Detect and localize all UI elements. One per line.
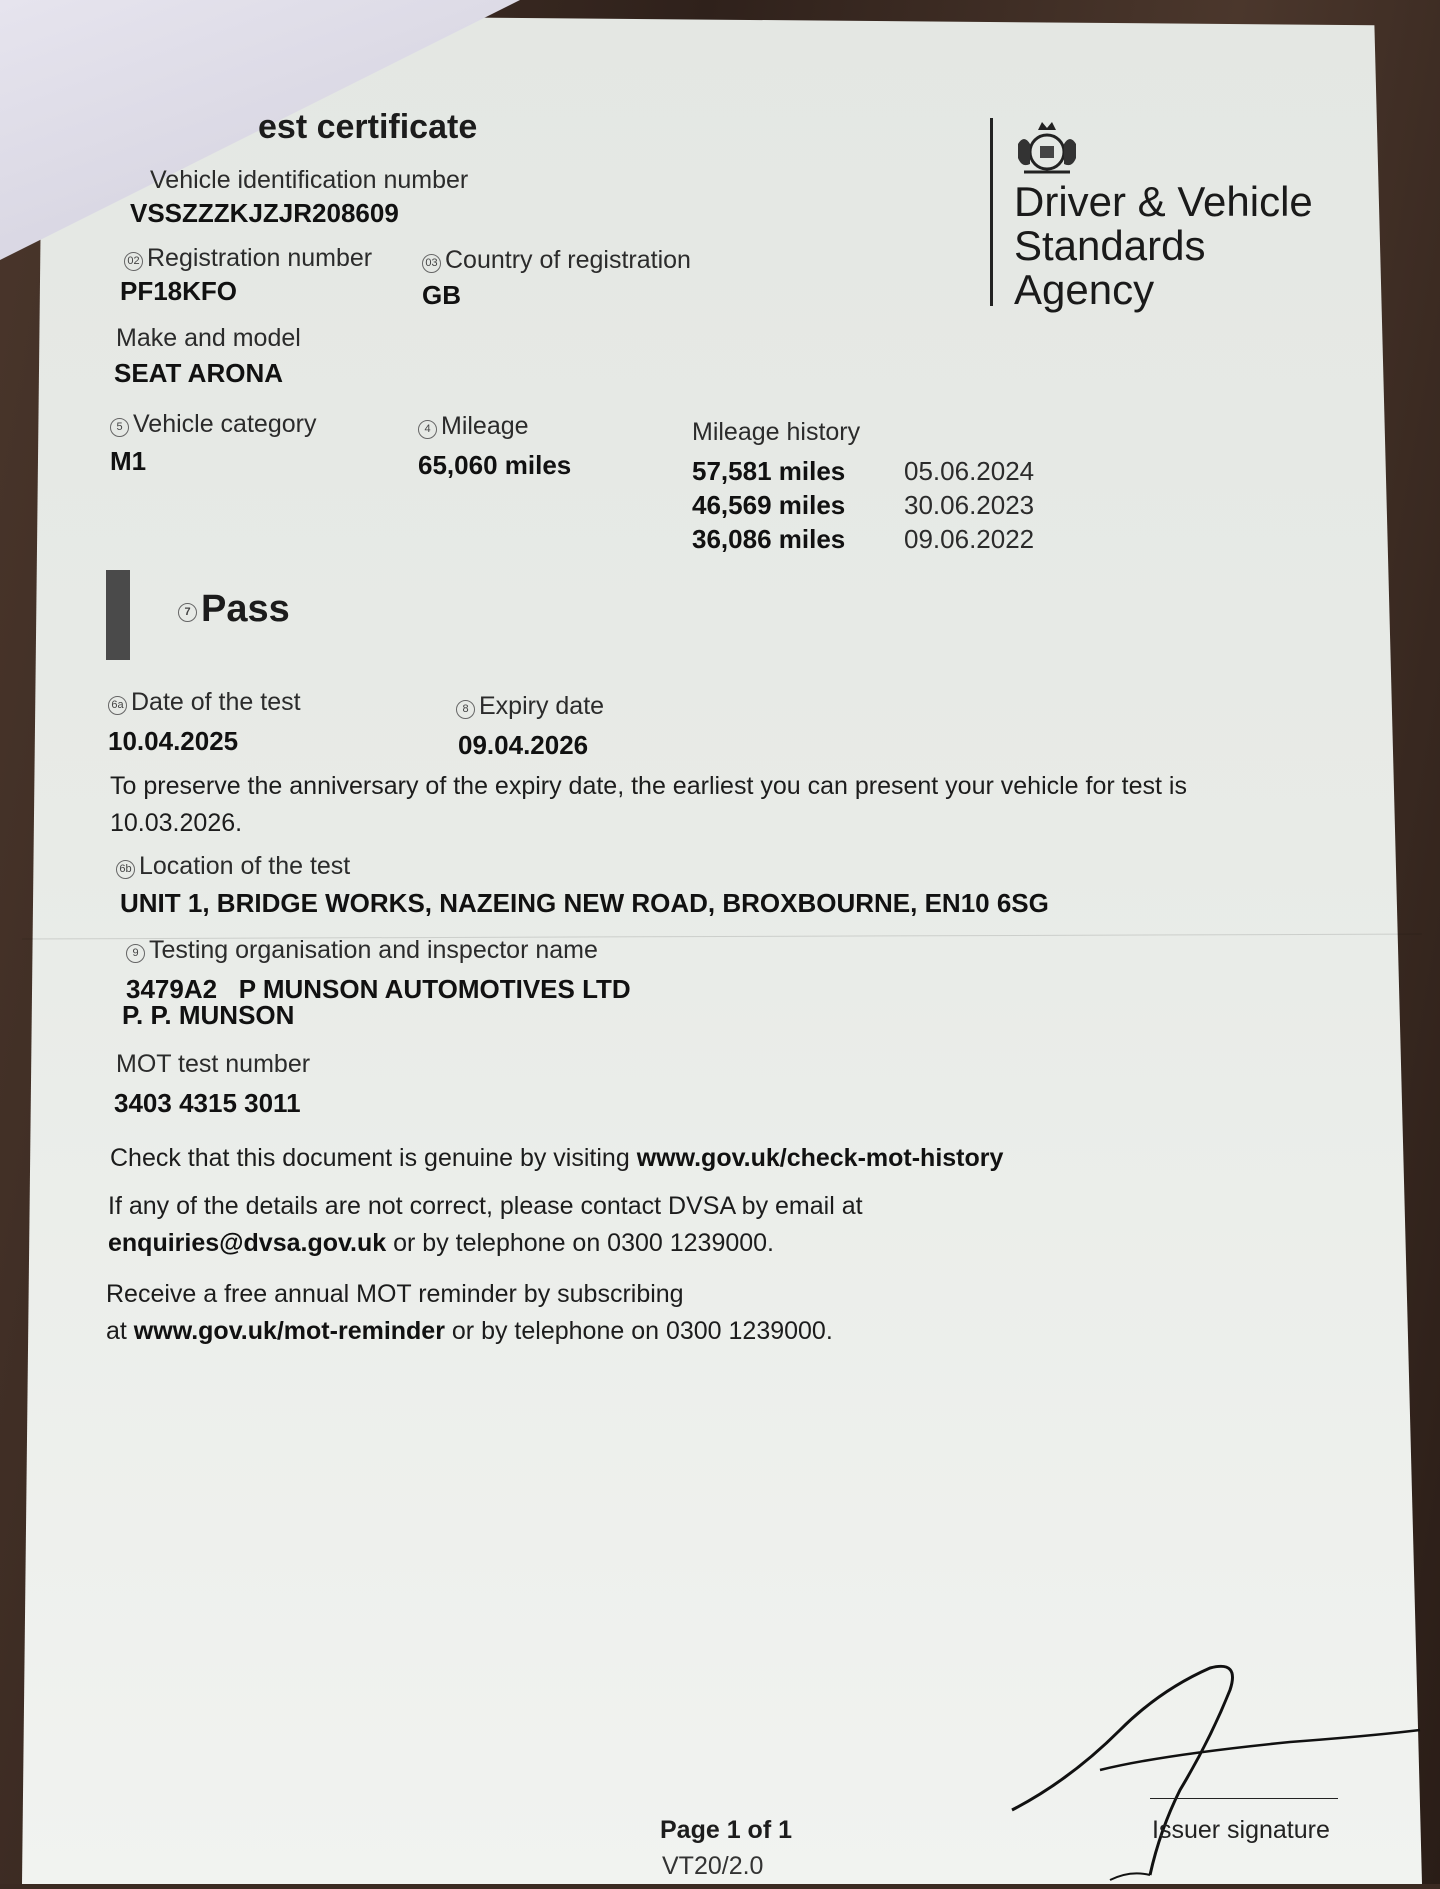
field-number: 6a (108, 696, 127, 715)
mileage-value: 65,060 miles (418, 450, 572, 480)
agency-name: Driver & Vehicle Standards Agency (1014, 178, 1313, 313)
country-value: GB (422, 280, 461, 310)
reg-value: PF18KFO (120, 276, 238, 306)
signature-line (1150, 1798, 1338, 1799)
category-value: M1 (110, 446, 147, 476)
field-number: 9 (126, 944, 145, 963)
mot-number-value: 3403 4315 3011 (114, 1088, 301, 1118)
vin-label: Vehicle identification number (150, 166, 469, 194)
history-miles-2: 46,569 miles (692, 490, 846, 520)
check-genuine-text: Check that this document is genuine by visiting www.gov.uk/check-mot-history (110, 1144, 1004, 1172)
contact-email-link[interactable]: enquiries@dvsa.gov.uk (108, 1229, 387, 1257)
contact-text: If any of the details are not correct, please contact DVSA by email at enquiries@dvsa.gov.uk or by telephone on 0300 1239000. (108, 1192, 863, 1257)
certificate-title: est certificate (258, 108, 478, 146)
field-number: 4 (418, 420, 437, 439)
expiry-value: 09.04.2026 (458, 730, 589, 760)
history-miles-1: 57,581 miles (692, 456, 846, 486)
tester-org: 3479A2 P MUNSON AUTOMOTIVES LTD (126, 974, 631, 1004)
test-date-label: 6a Date of the test (108, 688, 301, 717)
field-number: 5 (110, 418, 129, 437)
issuer-signature-icon (1010, 1660, 1430, 1889)
history-miles-3: 36,086 miles (692, 524, 846, 554)
check-mot-link[interactable]: www.gov.uk/check-mot-history (636, 1144, 1004, 1172)
form-code: VT20/2.0 (662, 1852, 764, 1880)
inspector-name: P. P. MUNSON (122, 1000, 295, 1030)
location-value: UNIT 1, BRIDGE WORKS, NAZEING NEW ROAD, BROXBOURNE, EN10 6SG (120, 888, 1049, 918)
agency-divider (990, 118, 993, 306)
field-number: 7 (178, 603, 197, 622)
reg-label: 02 Registration number (124, 244, 372, 273)
preserve-notice: To preserve the anniversary of the expiry date, the earliest you can present your vehicle for test is 10.03.2026. (110, 772, 1187, 837)
mot-number-label: MOT test number (116, 1050, 311, 1078)
field-number: 02 (124, 252, 143, 271)
issuer-signature-label: Issuer signature (1152, 1816, 1330, 1844)
history-date-1: 05.06.2024 (904, 456, 1035, 486)
category-label: 5 Vehicle category (110, 410, 316, 439)
page-number: Page 1 of 1 (660, 1816, 792, 1844)
vin-value: VSSZZZKJZJR208609 (130, 198, 399, 228)
make-value: SEAT ARONA (114, 358, 283, 388)
reminder-text: Receive a free annual MOT reminder by subscribing at www.gov.uk/mot-reminder or by telephone on 0300 1239000. (106, 1280, 833, 1345)
expiry-label: 8 Expiry date (456, 692, 604, 721)
field-number: 6b (116, 860, 135, 879)
mileage-history-label: Mileage history (692, 418, 861, 446)
history-date-3: 09.06.2022 (904, 524, 1035, 554)
result-status: 7 Pass (178, 588, 290, 631)
field-number: 8 (456, 700, 475, 719)
test-date-value: 10.04.2025 (108, 726, 239, 756)
make-label: Make and model (116, 324, 301, 352)
pass-marker-bar (106, 570, 130, 660)
location-label: 6b Location of the test (116, 852, 350, 881)
mot-reminder-link[interactable]: www.gov.uk/mot-reminder (133, 1317, 445, 1345)
royal-crest-icon (1010, 118, 1084, 183)
mileage-label: 4 Mileage (418, 412, 529, 441)
field-number: 03 (422, 254, 441, 273)
tester-label: 9 Testing organisation and inspector name (126, 936, 598, 965)
country-label: 03 Country of registration (422, 246, 691, 275)
history-date-2: 30.06.2023 (904, 490, 1035, 520)
